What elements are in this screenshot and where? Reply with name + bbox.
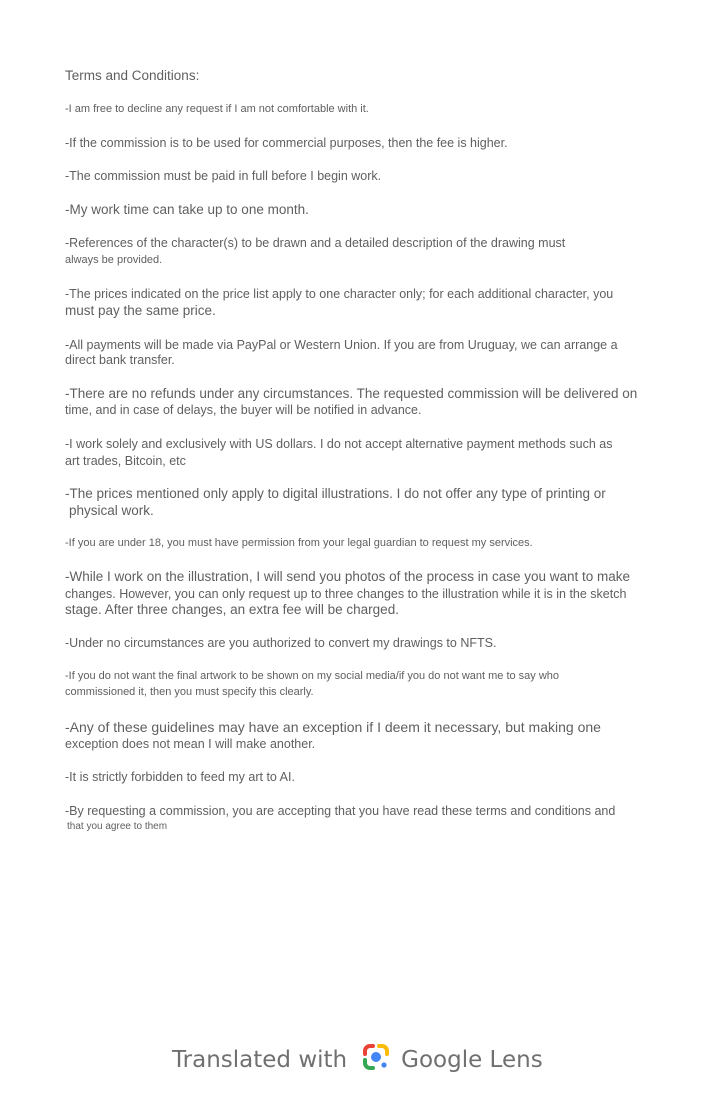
footer-brand: Google Lens [401, 1047, 543, 1073]
translation-footer [172, 1040, 543, 1080]
term-line: always be provided. [65, 254, 163, 266]
term-line: -The commission must be paid in full before I begin work. [65, 169, 382, 183]
term-line: -All payments will be made via PayPal or Western Union. If you are from Uruguay, we can arrange a [65, 338, 618, 352]
google-lens-icon [359, 1040, 401, 1080]
term-line: stage. After three changes, an extra fee will be charged. [65, 602, 399, 617]
footer-prefix: Translated with [172, 1047, 348, 1073]
term-line: -I work solely and exclusively with US dollars. I do not accept alternative payment methods such as [65, 437, 613, 451]
term-line: -There are no refunds under any circumstances. The requested commission will be delivered on [65, 386, 638, 401]
term-line: -The prices mentioned only apply to digital illustrations. I do not offer any type of printing or [65, 486, 606, 501]
term-line: direct bank transfer. [65, 353, 175, 367]
term-line: physical work. [69, 503, 154, 518]
term-line: commissioned it, then you must specify this clearly. [65, 686, 314, 698]
term-line: art trades, Bitcoin, etc [65, 454, 186, 468]
term-line: time, and in case of delays, the buyer will be notified in advance. [65, 403, 422, 417]
term-line: -It is strictly forbidden to feed my art to AI. [65, 770, 295, 784]
term-line: -The prices indicated on the price list apply to one character only; for each additional character, you [65, 287, 614, 301]
term-line: -While I work on the illustration, I will send you photos of the process in case you want to make [65, 569, 631, 584]
term-line: -I am free to decline any request if I am not comfortable with it. [65, 103, 369, 115]
term-line: -My work time can take up to one month. [65, 202, 309, 217]
term-line: exception does not mean I will make another. [65, 737, 316, 751]
term-line: -If you are under 18, you must have permission from your legal guardian to request my services. [65, 537, 533, 549]
term-line: that you agree to them [67, 821, 168, 832]
term-line: -Under no circumstances are you authorized to convert my drawings to NFTS. [65, 636, 497, 650]
term-line: -References of the character(s) to be drawn and a detailed description of the drawing must [65, 236, 566, 250]
term-line: must pay the same price. [65, 303, 216, 318]
term-line: changes. However, you can only request up to three changes to the illustration while it is in the sketch [65, 587, 627, 601]
term-line: -If the commission is to be used for commercial purposes, then the fee is higher. [65, 136, 508, 150]
term-line: -Any of these guidelines may have an exception if I deem it necessary, but making one [65, 719, 601, 735]
document-heading: Terms and Conditions: [65, 68, 200, 83]
term-line: -By requesting a commission, you are accepting that you have read these terms and conditions and [65, 804, 616, 818]
term-line: -If you do not want the final artwork to be shown on my social media/if you do not want me to say who [65, 670, 560, 682]
